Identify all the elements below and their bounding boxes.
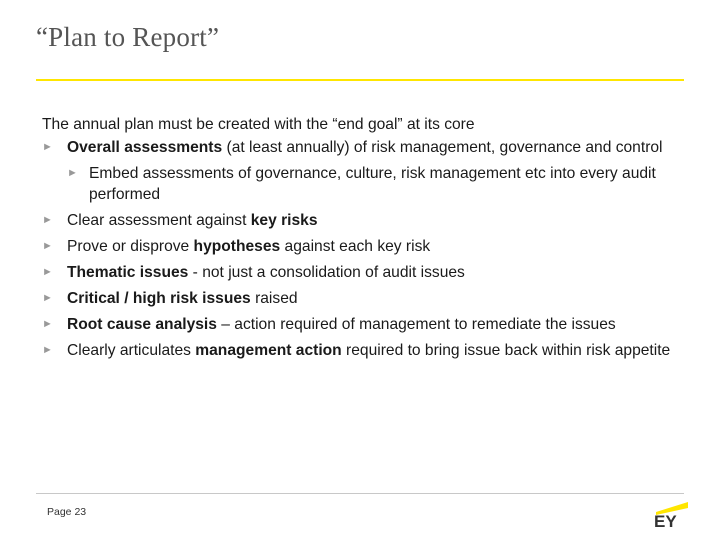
logo-text: EY <box>654 512 677 528</box>
bullet-item <box>42 137 682 159</box>
page-number: Page 23 <box>47 506 87 518</box>
bullet-emphasis: hypotheses <box>193 238 281 255</box>
bullet-text: Embed assessments of governance, culture, risk management etc into every audit performed <box>89 164 656 203</box>
sub-bullet-item <box>42 163 682 206</box>
ey-logo-icon <box>650 502 690 528</box>
bullet-emphasis: Root cause analysis <box>67 316 217 333</box>
bullet-emphasis: Overall assessments <box>67 138 223 156</box>
bullet-text: Clear assessment against <box>67 212 251 229</box>
bullet-emphasis: Critical / high risk issues <box>67 290 251 307</box>
title-underline <box>36 79 684 81</box>
bullet-item <box>42 340 682 362</box>
bullet-text: – action required of management to remediate the issues <box>216 316 616 333</box>
bullet-text: Clearly articulates <box>67 342 196 359</box>
bullet-emphasis: Thematic issues <box>67 264 189 281</box>
bullet-emphasis: management action <box>195 342 342 359</box>
bullet-arrow-icon: ► <box>42 266 53 278</box>
slide-body <box>42 114 682 366</box>
bullet-item <box>42 288 682 310</box>
bullet-text: raised <box>250 290 298 307</box>
bullet-arrow-icon: ► <box>42 140 53 153</box>
bullet-text: (at least annually) of risk management, governance and control <box>222 138 663 156</box>
bullet-item <box>42 262 682 284</box>
slide-title: “Plan to Report” <box>36 22 220 52</box>
bullet-arrow-icon: ► <box>42 344 53 356</box>
bullet-text: Prove or disprove <box>67 238 194 255</box>
bullet-text: required to bring issue back within risk appetite <box>341 342 671 359</box>
lead-text: The annual plan must be created with the “end goal” at its core <box>42 116 475 133</box>
bullet-emphasis: key risks <box>250 212 318 229</box>
bullet-arrow-icon: ► <box>42 292 53 304</box>
footer-divider <box>36 493 684 494</box>
bullet-item <box>42 236 682 258</box>
bullet-text: against each key risk <box>280 238 431 255</box>
bullet-text: - not just a consolidation of audit issues <box>188 264 465 281</box>
bullet-arrow-icon: ► <box>42 214 53 226</box>
bullet-arrow-icon: ► <box>42 240 53 252</box>
bullet-item <box>42 210 682 232</box>
bullet-item <box>42 314 682 336</box>
bullet-arrow-icon: ► <box>42 318 53 330</box>
bullet-arrow-icon: ► <box>67 166 78 179</box>
